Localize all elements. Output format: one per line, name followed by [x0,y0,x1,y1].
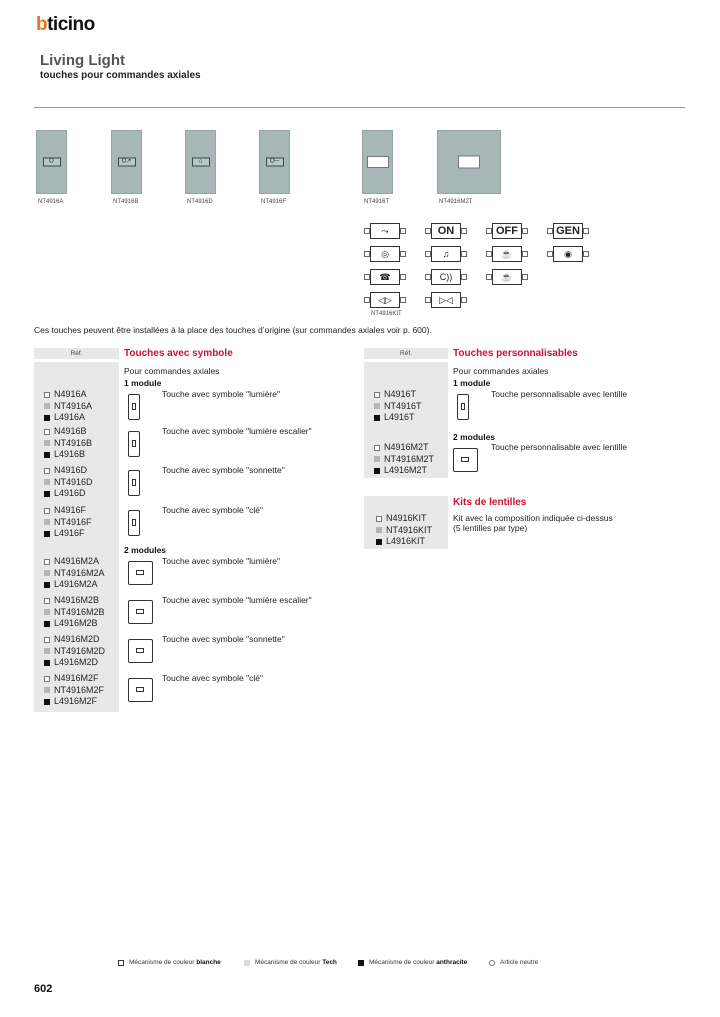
anthracite-square-icon [374,468,380,474]
keypad-2module-icon [128,600,153,624]
product-desc: Touche avec symbole "clé" [162,673,263,683]
plate-nt4916b [111,130,142,194]
lens-item [425,292,467,308]
plate-code: NT4916B [113,199,139,205]
lens-item [547,246,589,262]
ref-code: L4916KIT [386,536,426,546]
plate-nt4916f [259,130,290,194]
legend-text: Mécanisme de couleur [369,959,435,966]
ref-group [44,505,92,540]
section-title: Touches personnalisables [453,348,578,359]
ref-code: NT4916KIT [386,524,433,535]
ref-code: N4916M2B [54,595,100,605]
keypad-1module-icon [128,431,140,457]
product-desc: Touche personnalisable avec lentille [491,442,628,452]
ref-group [374,389,422,424]
plate-nt4916d [185,130,216,194]
ref-header: Réf. [364,348,448,359]
white-square-icon [374,392,380,398]
ref-code: NT4916M2F [54,684,105,695]
white-square-icon [44,468,50,474]
ref-code: L4916M2F [54,696,98,706]
tech-square-icon [44,403,50,409]
ref-code: NT4916T [384,400,422,411]
lens-item [486,269,528,285]
ref-header: Réf. [34,348,119,359]
keypad-1module-icon [128,394,140,420]
tech-square-icon [44,440,50,446]
product-desc: Touche avec symbole "lumière escalier" [162,426,312,436]
cup-icon: ☕ [492,246,522,262]
module-label: 2 modules [124,545,167,555]
ref-code: L4916F [54,528,85,538]
keypad-2module-icon [128,561,153,585]
anthracite-square-icon [44,621,50,627]
lens-window [458,156,480,169]
lens-item [547,223,589,239]
ref-code: NT4916M2A [54,567,105,578]
ref-group [44,389,92,424]
tech-square-icon [44,687,50,693]
anthracite-square-icon [374,415,380,421]
module-label: 1 module [124,378,162,388]
tech-square-icon [44,570,50,576]
lens-item [486,246,528,262]
ref-group [376,513,432,548]
ref-code: NT4916M2D [54,645,106,656]
page-title: Living Light [40,52,125,69]
lens-item [425,246,467,262]
close-icon: ▷◁ [431,292,461,308]
ref-code: N4916F [54,505,87,515]
sound-icon: C)) [431,269,461,285]
plate-code: NT4916D [187,199,213,205]
tech-square-icon [374,403,380,409]
kits-title: Kits de lentilles [453,497,527,508]
anthracite-square-icon [358,960,364,966]
plate-nt4916m2t [437,130,501,194]
coffee-icon: ☕ [492,269,522,285]
header-divider [34,107,685,108]
ref-code: N4916A [54,389,87,399]
product-desc: Touche avec symbole "lumière" [162,389,281,399]
logo-b: b [36,14,48,35]
legend-bold: Tech [322,959,337,966]
page-subtitle: touches pour commandes axiales [40,70,201,81]
stair-icon: ⤳ [370,223,400,239]
legend-white [118,959,221,966]
keypad-1module-icon [128,470,140,496]
white-square-icon [44,676,50,682]
legend-tech [244,959,337,966]
white-square-icon [44,598,50,604]
legend-bold: anthracite [436,959,468,966]
ref-group [44,556,105,591]
tech-square-icon [44,519,50,525]
tech-square-icon [44,479,50,485]
ref-code: NT4916B [54,437,93,448]
anthracite-square-icon [44,699,50,705]
key-symbol: O─ [266,158,284,167]
anthracite-square-icon [44,660,50,666]
kit-desc: Kit avec la composition indiquée ci-dessus [453,513,613,523]
ref-code: L4916M2A [54,579,98,589]
legend-neutral [489,959,538,966]
ref-group [44,634,105,669]
product-desc: Touche avec symbole "lumière" [162,556,281,566]
white-square-icon [376,516,382,522]
bticino-logo [36,14,95,36]
plate-nt4916a [36,130,67,194]
section-title: Touches avec symbole [124,348,233,359]
kit-desc-sub: (5 lentilles par type) [453,523,528,533]
white-square-icon [44,559,50,565]
plate-code: NT4916F [261,199,287,205]
neutral-circle-icon [489,960,495,966]
on-label: ON [431,223,461,239]
intro-text: Ces touches peuvent être installées à la place des touches d’origine (sur commandes axiales voir p. 600). [34,325,432,335]
keypad-2module-icon [128,639,153,663]
ref-code: NT4916A [54,400,93,411]
ref-code: N4916T [384,389,417,399]
anthracite-square-icon [44,582,50,588]
phone-icon: ☎ [370,269,400,285]
tech-square-icon [44,648,50,654]
alarm-icon: ◉ [553,246,583,262]
open-icon: ◁▷ [370,292,400,308]
ref-code: L4916B [54,449,86,459]
bell-symbol: ⌂ [192,158,210,167]
anthracite-square-icon [376,539,382,545]
tech-square-icon [374,456,380,462]
anthracite-square-icon [44,415,50,421]
product-desc: Touche avec symbole "lumière escalier" [162,595,312,605]
white-square-icon [44,392,50,398]
lens-item [425,223,467,239]
legend-text: Mécanisme de couleur [129,959,195,966]
lens-item [364,269,406,285]
ref-code: N4916KIT [386,513,427,523]
white-square-icon [44,429,50,435]
white-square-icon [374,445,380,451]
tech-square-icon [376,527,382,533]
ref-code: N4916M2T [384,442,429,452]
ref-code: L4916D [54,488,86,498]
tech-square-icon [44,609,50,615]
ref-code: NT4916D [54,476,93,487]
stair-light-symbol: O↗ [118,158,136,167]
keypad-2module-icon [128,678,153,702]
for-text: Pour commandes axiales [124,366,220,376]
product-desc: Touche avec symbole "sonnette" [162,465,285,475]
logo-text: ticino [47,14,95,35]
legend-anthracite [358,959,467,966]
ref-code: NT4916F [54,516,92,527]
gen-label: GEN [553,223,583,239]
anthracite-square-icon [44,452,50,458]
ref-code: N4916B [54,426,87,436]
white-square-icon [44,508,50,514]
legend-text: Mécanisme de couleur [255,959,321,966]
lens-item [425,269,467,285]
off-label: OFF [492,223,522,239]
ref-code: L4916T [384,412,415,422]
music-icon: ♫ [431,246,461,262]
product-desc: Touche personnalisable avec lentille [491,389,628,399]
lens-item [364,246,406,262]
legend-bold: blanche [196,959,221,966]
product-desc: Touche avec symbole "sonnette" [162,634,285,644]
keypad-1module-icon [128,510,140,536]
for-text: Pour commandes axiales [453,366,549,376]
ref-code: N4916M2A [54,556,100,566]
module-label: 1 module [453,378,491,388]
ref-code: L4916A [54,412,86,422]
legend-text: Article neutre [500,959,539,966]
lens-item [486,223,528,239]
ref-code: N4916D [54,465,88,475]
keypad-2module-icon [453,448,478,472]
ref-code: N4916M2D [54,634,100,644]
ref-code: NT4916M2B [54,606,105,617]
tech-square-icon [244,960,250,966]
white-square-icon [44,637,50,643]
ref-group [44,595,105,630]
lens-item [364,223,406,239]
plate-code: NT4916M2T [439,199,473,205]
product-desc: Touche avec symbole "clé" [162,505,263,515]
plate-code: NT4916T [364,199,390,205]
light-symbol: O [43,158,61,167]
lens-item [364,292,406,308]
ref-group [44,426,92,461]
ref-group [44,673,104,708]
white-square-icon [118,960,124,966]
anthracite-square-icon [44,491,50,497]
plate-nt4916t [362,130,393,194]
ref-code: N4916M2F [54,673,99,683]
keypad-1module-icon [457,394,469,420]
ref-group [374,442,434,477]
anthracite-square-icon [44,531,50,537]
ref-group [44,465,93,500]
module-label: 2 modules [453,432,496,442]
lens-window [367,156,389,168]
ref-code: L4916M2D [54,657,99,667]
ref-code: NT4916M2T [384,453,435,464]
page-number: 602 [34,983,53,995]
plate-code: NT4916A [38,199,64,205]
ref-code: L4916M2T [384,465,428,475]
ref-code: L4916M2B [54,618,98,628]
lens-kit-code: NT4916KIT [371,311,402,317]
target-icon: ◎ [370,246,400,262]
